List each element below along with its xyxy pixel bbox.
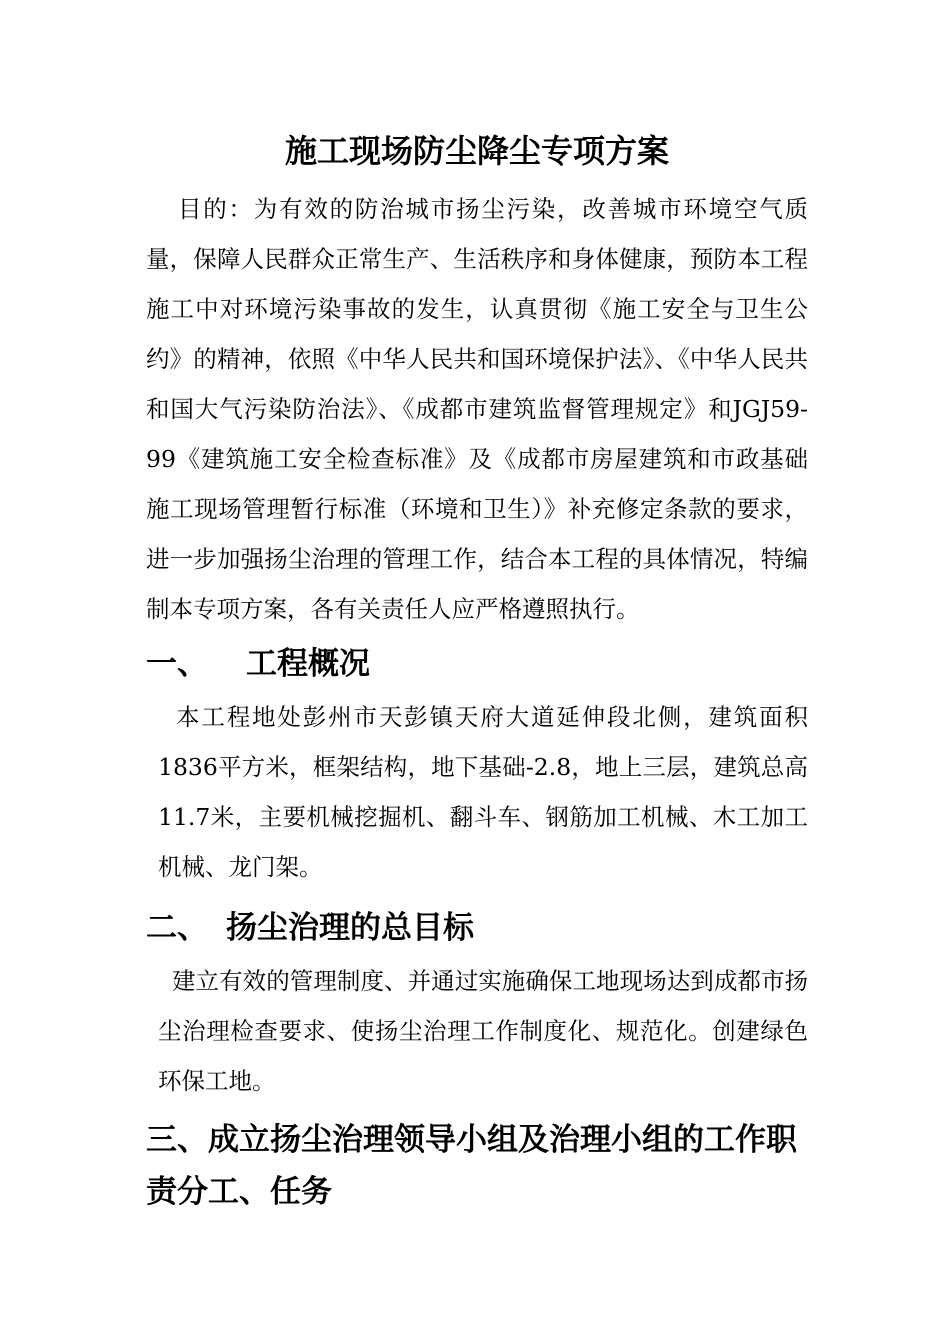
section-number: 一、	[146, 646, 208, 682]
section-heading-overview	[146, 636, 808, 692]
intro-paragraph: 目的：为有效的防治城市扬尘污染，改善城市环境空气质量，保障人民群众正常生产、生活秩序和身体健康，预防本工程施工中对环境污染事故的发生，认真贯彻《施工安全与卫生公约》的精神，依照《中华人民共和国环境保护法》、《中华人民共和国大气污染防治法》、《成都市建筑监督管理规定》和JGJ59-99《建筑施工安全检查标准》及《成都市房屋建筑和市政基础施工现场管理暂行标准（环境和卫生）》补充修定条款的要求，进一步加强扬尘治理的管理工作，结合本工程的具体情况，特编制本专项方案，各有关责任人应严格遵照执行。	[146, 195, 808, 623]
section-heading-leadership: 三、成立扬尘治理领导小组及治理小组的工作职责分工、任务	[146, 1122, 797, 1210]
section-title: 工程概况	[246, 646, 370, 682]
section-body-overview: 本工程地处彭州市天彭镇天府大道延伸段北侧，建筑面积1836平方米，框架结构，地下基础-2.8，地上三层，建筑总高11.7米，主要机械挖掘机、翻斗车、钢筋加工机械、木工加工机械、龙门架。	[158, 703, 808, 881]
document-title: 施工现场防尘降尘专项方案	[284, 132, 669, 170]
section-body-goal: 建立有效的管理制度、并通过实施确保工地现场达到成都市扬尘治理检查要求、使扬尘治理工作制度化、规范化。创建绿色环保工地。	[158, 967, 808, 1095]
section-heading-goal	[146, 900, 808, 956]
document-page	[146, 118, 808, 1218]
section-title: 扬尘治理的总目标	[226, 910, 474, 946]
section-number: 二、	[146, 910, 208, 946]
